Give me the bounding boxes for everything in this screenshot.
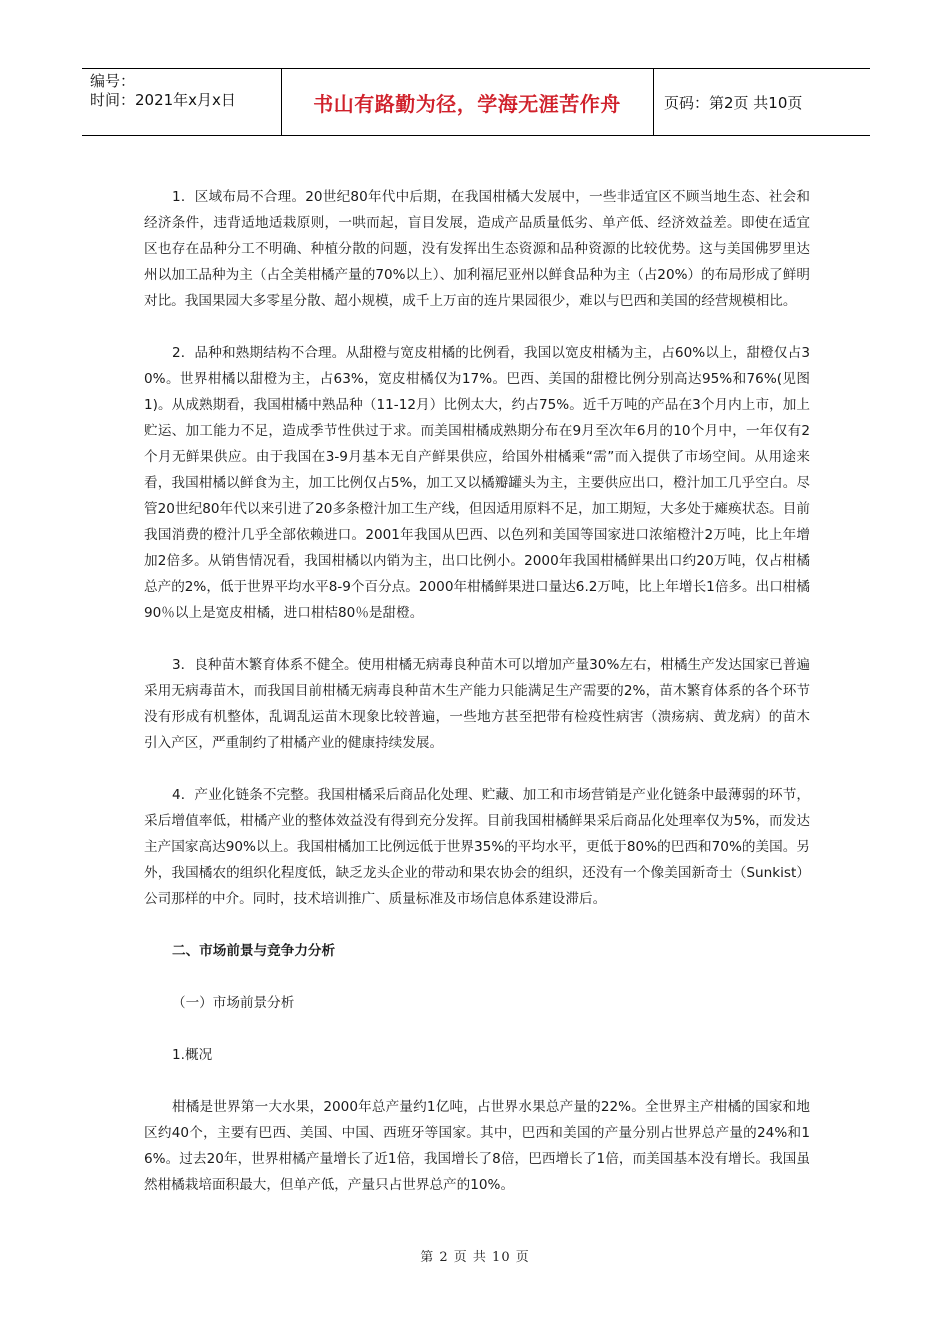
header-divider-right (653, 68, 654, 136)
header-meta (90, 72, 236, 110)
header-top-rule (82, 68, 870, 69)
document-number-label: 编号： (90, 72, 136, 90)
paragraph-industry-chain: 4．产业化链条不完整。我国柑橘采后商品化处理、贮藏、加工和市场营销是产业化链条中最薄弱的环节，采后增值率低，柑橘产业的整体效益没有得到充分发挥。目前我国柑橘鲜果采后商品化处理率仅为5%，而发达主产国家高达90%以上。我国柑橘加工比例远低于世界35%的平均水平，更低于80%的巴西和70%的美国。另外，我国橘农的组织化程度低，缺乏龙头企业的带动和果农协会的组织，还没有一个像美国新奇士（Sunkist）公司那样的中介。同时，技术培训推广、质量标准及市场信息体系建设滞后。 (144, 787, 810, 907)
paragraph-seedling-system: 3．良种苗木繁育体系不健全。使用柑橘无病毒良种苗木可以增加产量30%左右，柑橘生产发达国家已普遍采用无病毒苗木，而我国目前柑橘无病毒良种苗木生产能力只能满足生产需要的2%，苗木繁育体系的各个环节没有形成有机整体，乱调乱运苗木现象比较普遍，一些地方甚至把带有检疫性病害（溃疡病、黄龙病）的苗木引入产区，严重制约了柑橘产业的健康持续发展。 (144, 657, 810, 751)
header-motto: 书山有路勤为径，学海无涯苦作舟 (313, 92, 621, 116)
page-footer: 第 2 页 共 10 页 (420, 1250, 530, 1265)
document-time-label: 时间：2021年x月x日 (90, 91, 236, 109)
document-body (144, 184, 810, 1198)
header-page-info: 页码：第2页 共10页 (664, 94, 803, 112)
section-heading-market: 二、市场前景与竞争力分析 (172, 943, 336, 959)
paragraph-overview: 柑橘是世界第一大水果，2000年总产量约1亿吨，占世界水果总产量的22%。全世界主产柑橘的国家和地区约40个，主要有巴西、美国、中国、西班牙等国家。其中，巴西和美国的产量分别占世界总产量的24%和16%。过去20年，世界柑橘产量增长了近1倍，我国增长了8倍，巴西增长了1倍，而美国基本没有增长。我国虽然柑橘栽培面积最大，但单产低，产量只占世界总产的10%。 (144, 1099, 810, 1193)
paragraph-regional-layout: 1．区域布局不合理。20世纪80年代中后期，在我国柑橘大发展中，一些非适宜区不顾当地生态、社会和经济条件，违背适地适栽原则，一哄而起，盲目发展，造成产品质量低劣、单产低、经济效益差。即使在适宜区也存在品种分工不明确、种植分散的问题，没有发挥出生态资源和品种资源的比较优势。这与美国佛罗里达州以加工品种为主（占全美柑橘产量的70%以上）、加利福尼亚州以鲜食品种为主（占20%）的布局形成了鲜明对比。我国果园大多零星分散、超小规模，成千上万亩的连片果园很少，难以与巴西和美国的经营规模相比。 (144, 189, 810, 309)
subsection-heading-market-outlook: （一）市场前景分析 (172, 995, 295, 1011)
header-bottom-rule (82, 135, 870, 136)
subsection-heading-overview: 1.概况 (172, 1047, 213, 1063)
paragraph-variety-structure: 2．品种和熟期结构不合理。从甜橙与宽皮柑橘的比例看，我国以宽皮柑橘为主，占60%以上，甜橙仅占30%。世界柑橘以甜橙为主，占63%，宽皮柑橘仅为17%。巴西、美国的甜橙比例分别高达95%和76%(见图1)。从成熟期看，我国柑橘中熟品种（11-12月）比例太大，约占75%。近千万吨的产品在3个月内上市，加上贮运、加工能力不足，造成季节性供过于求。而美国柑橘成熟期分布在9月至次年6月的10个月中，一年仅有2个月无鲜果供应。由于我国在3-9月基本无自产鲜果供应，给国外柑橘乘“需”而入提供了市场空间。从用途来看，我国柑橘以鲜食为主，加工比例仅占5%，加工又以橘瓣罐头为主，主要供应出口，橙汁加工几乎空白。尽管20世纪80年代以来引进了20多条橙汁加工生产线，但因适用原料不足，加工期短，大多处于瘫痪状态。目前我国消费的橙汁几乎全部依赖进口。2001年我国从巴西、以色列和美国等国家进口浓缩橙汁2万吨，比上年增加2倍多。从销售情况看，我国柑橘以内销为主，出口比例小。2000年我国柑橘鲜果出口约20万吨，仅占柑橘总产的2%，低于世界平均水平8-9个百分点。2000年柑橘鲜果进口量达6.2万吨，比上年增长1倍多。出口柑橘90％以上是宽皮柑橘，进口柑桔80％是甜橙。 (144, 345, 810, 621)
